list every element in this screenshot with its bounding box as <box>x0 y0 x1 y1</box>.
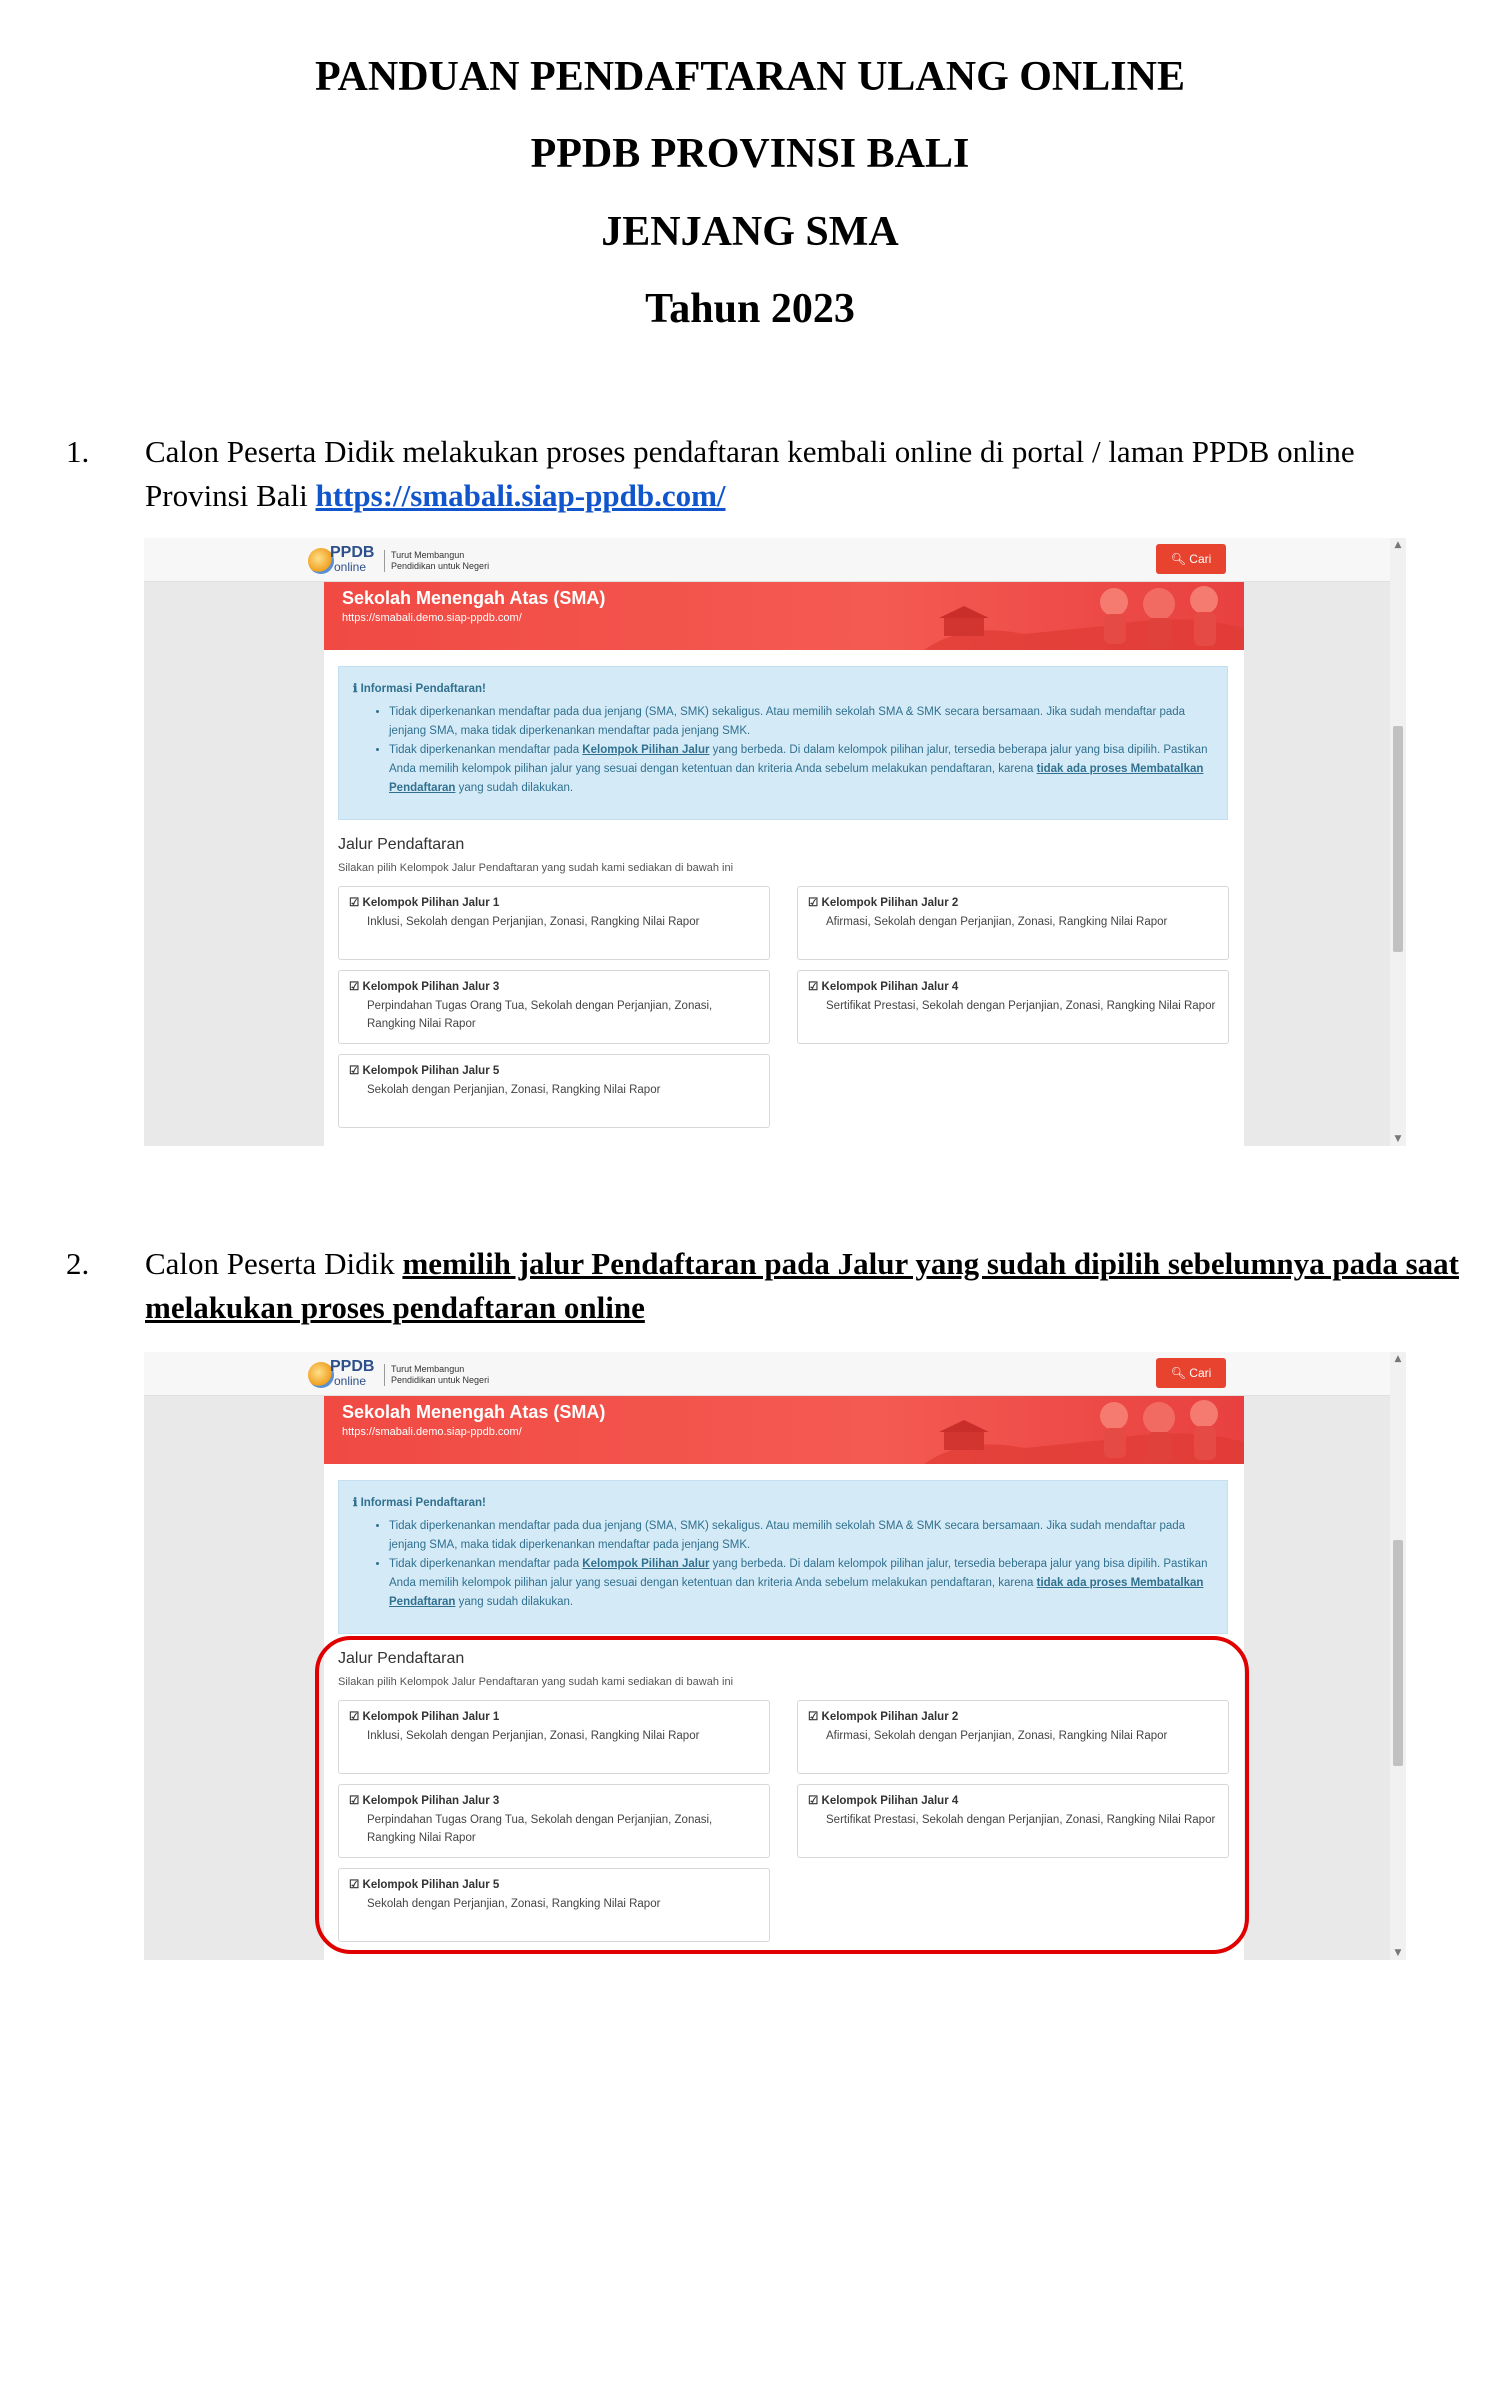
scroll-up-icon[interactable]: ▲ <box>1394 1354 1402 1364</box>
card-title-text: Kelompok Pilihan Jalur 4 <box>821 981 959 993</box>
tagline-line-1: Turut Membangun <box>391 1364 465 1374</box>
card-title-text: Kelompok Pilihan Jalur 4 <box>821 1795 959 1807</box>
info-item-2-text-e: yang sudah dilakukan. <box>455 782 574 794</box>
check-square-icon: ☑ <box>349 1879 360 1891</box>
info-item-2 <box>389 1555 1209 1612</box>
jalur-subtitle: Silakan pilih Kelompok Jalur Pendaftaran yang sudah kami sediakan di bawah ini <box>338 1676 734 1688</box>
document-year: Tahun 2023 <box>645 286 855 332</box>
card-title-text: Kelompok Pilihan Jalur 2 <box>821 897 959 909</box>
check-square-icon: ☑ <box>349 1711 360 1723</box>
school-banner <box>324 1396 1244 1464</box>
info-alert <box>338 666 1228 820</box>
info-list <box>389 703 1209 798</box>
scroll-down-icon[interactable]: ▼ <box>1394 1948 1402 1958</box>
logo-tagline <box>384 1364 489 1386</box>
card-description: Afirmasi, Sekolah dengan Perjanjian, Zonasi, Rangking Nilai Rapor <box>826 916 1168 928</box>
check-square-icon: ☑ <box>349 981 360 993</box>
check-square-icon: ☑ <box>349 897 360 909</box>
logo-text-top: PPDB <box>330 1358 375 1375</box>
info-item-2-link-batal[interactable]: tidak ada proses Membatalkan Pendaftaran <box>389 763 1204 794</box>
search-button[interactable] <box>1156 1358 1226 1388</box>
jalur-title: Jalur Pendaftaran <box>338 836 465 853</box>
card-description: Inklusi, Sekolah dengan Perjanjian, Zonasi, Rangking Nilai Rapor <box>367 1730 700 1742</box>
info-item-2-text-c: yang berbeda. Di dalam kelompok pilihan jalur, tersedia beberapa jalur yang bisa dipilih. Pastikan Anda memilih kelompok pilihan jalur yang sesuai dengan ketentuan dan kriteria Anda sebelum melakukan pendaftaran, karena <box>389 744 1208 775</box>
info-title <box>353 681 486 695</box>
card-title-text: Kelompok Pilihan Jalur 5 <box>362 1065 500 1077</box>
card-description: Sertifikat Prestasi, Sekolah dengan Perjanjian, Zonasi, Rangking Nilai Rapor <box>826 1000 1216 1012</box>
info-item-2 <box>389 741 1209 798</box>
card-description: Sertifikat Prestasi, Sekolah dengan Perjanjian, Zonasi, Rangking Nilai Rapor <box>826 1814 1216 1826</box>
scroll-thumb[interactable] <box>1393 1540 1403 1766</box>
check-square-icon: ☑ <box>349 1795 360 1807</box>
info-item-2-text-a: Tidak diperkenankan mendaftar pada <box>389 744 583 756</box>
ppdb-logo[interactable] <box>308 1360 528 1390</box>
scroll-thumb[interactable] <box>1393 726 1403 952</box>
school-banner <box>324 582 1244 650</box>
search-icon: 🔍︎ <box>1170 552 1186 566</box>
info-item-2-link-jalur[interactable]: Kelompok Pilihan Jalur <box>582 744 710 756</box>
card-description: Inklusi, Sekolah dengan Perjanjian, Zonasi, Rangking Nilai Rapor <box>367 916 700 928</box>
search-icon: 🔍︎ <box>1170 1366 1186 1380</box>
scrollbar[interactable] <box>1390 538 1406 1146</box>
info-item-2-text-e: yang sudah dilakukan. <box>455 1596 574 1608</box>
tagline-line-1: Turut Membangun <box>391 550 465 560</box>
logo-text-top: PPDB <box>330 544 375 561</box>
info-circle-icon: ℹ︎ <box>353 1497 358 1509</box>
info-title-text: Informasi Pendaftaran! <box>360 1497 486 1509</box>
jalur-card-5[interactable] <box>338 1054 770 1128</box>
banner-title: Sekolah Menengah Atas (SMA) <box>342 588 606 608</box>
ppdb-logo[interactable] <box>308 546 528 576</box>
info-item-2-text-a: Tidak diperkenankan mendaftar pada <box>389 1558 583 1570</box>
card-title-text: Kelompok Pilihan Jalur 5 <box>362 1879 500 1891</box>
check-square-icon: ☑ <box>808 1795 819 1807</box>
jalur-subtitle: Silakan pilih Kelompok Jalur Pendaftaran yang sudah kami sediakan di bawah ini <box>338 862 734 874</box>
step-number: 2. <box>66 1246 90 1281</box>
step-text-body: Calon Peserta Didik <box>145 1246 403 1281</box>
logo-text-bottom: online <box>334 1374 367 1388</box>
card-description: Perpindahan Tugas Orang Tua, Sekolah dengan Perjanjian, Zonasi, Rangking Nilai Rapor <box>367 1814 713 1844</box>
card-title <box>808 895 958 909</box>
search-button[interactable] <box>1156 544 1226 574</box>
card-description: Sekolah dengan Perjanjian, Zonasi, Rangking Nilai Rapor <box>367 1898 661 1910</box>
portal-screenshot-2 <box>144 1352 1406 1960</box>
card-title-text: Kelompok Pilihan Jalur 1 <box>362 897 500 909</box>
banner-illustration <box>884 582 1244 650</box>
info-item-2-link-jalur[interactable]: Kelompok Pilihan Jalur <box>582 1558 710 1570</box>
step-text <box>145 430 1465 518</box>
step-text-emphasis: memilih jalur Pendaftaran pada Jalur yang sudah dipilih sebelumnya pada saat melakukan proses pendaftaran online <box>145 1246 1459 1325</box>
jalur-card-4[interactable] <box>797 970 1229 1044</box>
search-button-label: Cari <box>1189 1366 1212 1380</box>
card-title <box>349 895 499 909</box>
jalur-card-3[interactable] <box>338 970 770 1044</box>
highlight-outline <box>315 1636 1249 1954</box>
banner-url: https://smabali.demo.siap-ppdb.com/ <box>342 1426 522 1438</box>
step-number: 1. <box>66 434 90 469</box>
tagline-line-2: Pendidikan untuk Negeri <box>391 1375 490 1385</box>
card-title-text: Kelompok Pilihan Jalur 3 <box>362 981 500 993</box>
scrollbar[interactable] <box>1390 1352 1406 1960</box>
info-item-1: • Tidak diperkenankan mendaftar pada dua jenjang (SMA, SMK) sekaligus. Atau memilih sekolah SMA & SMK secara bersamaan. Jika sudah mendaftar pada jenjang SMA, maka tidak diperkenankan mendaftar pada jenjang SMK. <box>389 703 1209 741</box>
document-title: PANDUAN PENDAFTARAN ULANG ONLINE <box>315 54 1185 100</box>
info-title <box>353 1495 486 1509</box>
info-item-1: • Tidak diperkenankan mendaftar pada dua jenjang (SMA, SMK) sekaligus. Atau memilih sekolah SMA & SMK secara bersamaan. Jika sudah mendaftar pada jenjang SMA, maka tidak diperkenankan mendaftar pada jenjang SMK. <box>389 1517 1209 1555</box>
card-title-text: Kelompok Pilihan Jalur 3 <box>362 1795 500 1807</box>
card-description: Afirmasi, Sekolah dengan Perjanjian, Zonasi, Rangking Nilai Rapor <box>826 1730 1168 1742</box>
logo-tagline <box>384 550 489 572</box>
banner-title: Sekolah Menengah Atas (SMA) <box>342 1402 606 1422</box>
card-title-text: Kelompok Pilihan Jalur 2 <box>821 1711 959 1723</box>
card-title-text: Kelompok Pilihan Jalur 1 <box>362 1711 500 1723</box>
tagline-line-2: Pendidikan untuk Negeri <box>391 561 490 571</box>
info-circle-icon: ℹ︎ <box>353 683 358 695</box>
portal-link[interactable]: https://smabali.siap-ppdb.com/ <box>315 478 726 513</box>
card-title <box>349 979 499 993</box>
jalur-card-1[interactable] <box>338 886 770 960</box>
step-text-body: Calon Peserta Didik melakukan proses pendaftaran kembali online di portal / laman PPDB online Provinsi Bali <box>145 434 1355 513</box>
card-title <box>349 1063 499 1077</box>
jalur-card-2[interactable] <box>797 886 1229 960</box>
check-square-icon: ☑ <box>349 1065 360 1077</box>
search-button-label: Cari <box>1189 552 1212 566</box>
card-description: Perpindahan Tugas Orang Tua, Sekolah dengan Perjanjian, Zonasi, Rangking Nilai Rapor <box>367 1000 713 1030</box>
portal-content <box>324 650 1244 1146</box>
jalur-title: Jalur Pendaftaran <box>338 1650 465 1667</box>
info-list <box>389 1517 1209 1612</box>
check-square-icon: ☑ <box>808 981 819 993</box>
step-text <box>145 1242 1465 1330</box>
document-subtitle: PPDB PROVINSI BALI <box>530 131 970 177</box>
scroll-down-icon[interactable]: ▼ <box>1394 1134 1402 1144</box>
info-item-2-link-batal[interactable]: tidak ada proses Membatalkan Pendaftaran <box>389 1577 1204 1608</box>
info-item-2-text-c: yang berbeda. Di dalam kelompok pilihan jalur, tersedia beberapa jalur yang bisa dipilih. Pastikan Anda memilih kelompok pilihan jalur yang sesuai dengan ketentuan dan kriteria Anda sebelum melakukan pendaftaran, karena <box>389 1558 1208 1589</box>
check-square-icon: ☑ <box>808 1711 819 1723</box>
info-alert <box>338 1480 1228 1634</box>
banner-illustration <box>884 1396 1244 1464</box>
scroll-up-icon[interactable]: ▲ <box>1394 540 1402 550</box>
check-square-icon: ☑ <box>808 897 819 909</box>
card-description: Sekolah dengan Perjanjian, Zonasi, Rangking Nilai Rapor <box>367 1084 661 1096</box>
card-title <box>808 979 958 993</box>
banner-url: https://smabali.demo.siap-ppdb.com/ <box>342 612 522 624</box>
portal-screenshot-1 <box>144 538 1406 1146</box>
document-level: JENJANG SMA <box>601 209 899 255</box>
logo-text-bottom: online <box>334 560 367 574</box>
info-title-text: Informasi Pendaftaran! <box>360 683 486 695</box>
